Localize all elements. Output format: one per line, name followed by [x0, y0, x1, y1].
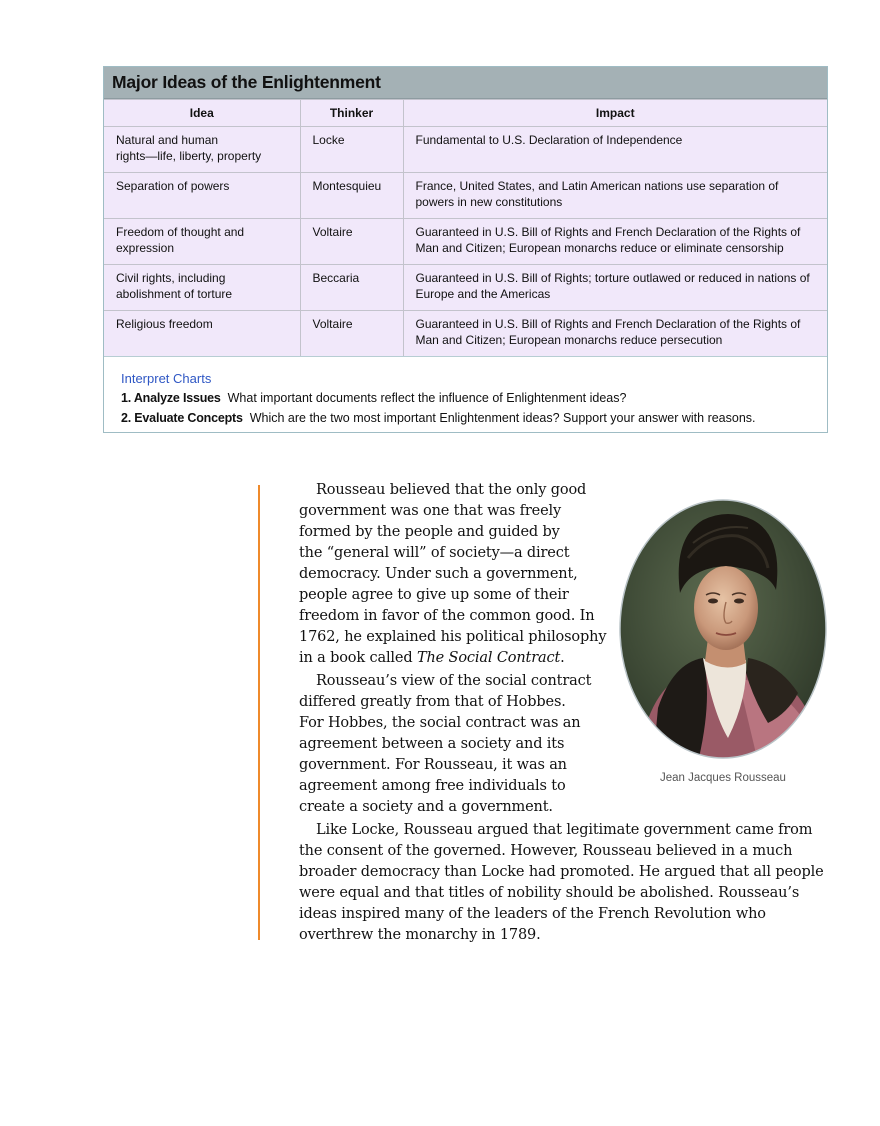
idea-cell: [104, 219, 300, 265]
impact-cell: [403, 173, 827, 219]
impact-line: France, United States, and Latin American nations use separation of: [415, 179, 779, 193]
thinker-cell: Voltaire: [300, 311, 403, 357]
idea-line: rights—life, liberty, property: [116, 149, 262, 163]
question-2-text: Which are the two most important Enlightenment ideas? Support your answer with reasons.: [249, 411, 756, 425]
idea-line: Natural and human: [116, 133, 219, 147]
text-line: were equal and that titles of nobility should be abolished. Rousseau’s: [299, 885, 800, 901]
question-1-label: 1. Analyze Issues: [121, 391, 221, 405]
thinker-cell: Montesquieu: [300, 173, 403, 219]
idea-line: Separation of powers: [116, 179, 230, 193]
portrait-caption: Jean Jacques Rousseau: [660, 772, 786, 784]
enlightenment-chart: [103, 66, 828, 433]
header-impact: Impact: [403, 100, 827, 127]
idea-line: expression: [116, 241, 175, 255]
text-line: create a society and a government.: [299, 799, 553, 815]
book-title: The Social Contract: [416, 650, 561, 666]
interpret-charts: [104, 357, 827, 428]
text-line: differed greatly from that of Hobbes.: [299, 694, 566, 710]
text-line: government. For Rousseau, it was an: [299, 757, 567, 773]
text-fragment: in a book called: [299, 650, 417, 666]
table-row: [104, 127, 827, 173]
header-thinker: Thinker: [300, 100, 403, 127]
text-line: overthrew the monarchy in 1789.: [299, 927, 541, 943]
idea-line: Civil rights, including: [116, 271, 226, 285]
chart-title: Major Ideas of the Enlightenment: [104, 67, 827, 99]
text-line: government was one that was freely: [299, 503, 562, 519]
text-line: Rousseau believed that the only good: [316, 482, 587, 498]
text-line: 1762, he explained his political philosophy: [299, 629, 607, 645]
impact-line: Guaranteed in U.S. Bill of Rights and French Declaration of the Rights of: [415, 225, 801, 239]
question-2: [121, 408, 827, 428]
idea-line: Freedom of thought and: [116, 225, 245, 239]
impact-line: Guaranteed in U.S. Bill of Rights; torture outlawed or reduced in nations of: [415, 271, 810, 285]
text-line: the “general will” of society—a direct: [299, 545, 570, 561]
text-line: the consent of the governed. However, Rousseau believed in a much: [299, 843, 793, 859]
impact-line: Man and Citizen; European monarchs reduce persecution: [415, 333, 723, 347]
impact-cell: [403, 127, 827, 173]
question-2-label: 2. Evaluate Concepts: [121, 411, 243, 425]
header-idea: Idea: [104, 100, 300, 127]
table-row: [104, 311, 827, 357]
impact-line: powers in new constitutions: [415, 195, 563, 209]
impact-line: Europe and the Americas: [415, 287, 551, 301]
table-row: [104, 219, 827, 265]
text-line: democracy. Under such a government,: [299, 566, 578, 582]
text-line: broader democracy than Locke had promoted. He argued that all people: [299, 864, 824, 880]
impact-cell: [403, 311, 827, 357]
idea-line: abolishment of torture: [116, 287, 233, 301]
text-line: Like Locke, Rousseau argued that legitimate government came from: [316, 822, 813, 838]
text-fragment: .: [560, 650, 565, 666]
table-row: [104, 173, 827, 219]
impact-cell: [403, 265, 827, 311]
idea-cell: [104, 265, 300, 311]
impact-line: Man and Citizen; European monarchs reduce or eliminate censorship: [415, 241, 784, 255]
thinker-cell: Locke: [300, 127, 403, 173]
margin-rule: [258, 485, 260, 940]
question-1: [121, 388, 827, 408]
table-header-row: [104, 100, 827, 127]
text-line: people agree to give up some of their: [299, 587, 569, 603]
text-line: agreement between a society and its: [299, 736, 565, 752]
question-1-text: What important documents reflect the influence of Enlightenment ideas?: [227, 391, 627, 405]
text-line: Rousseau’s view of the social contract: [316, 673, 592, 689]
impact-cell: [403, 219, 827, 265]
interpret-heading: Interpret Charts: [121, 371, 212, 386]
text-line: ideas inspired many of the leaders of the French Revolution who: [299, 906, 766, 922]
paragraph-3: [299, 820, 824, 946]
text-line: freedom in favor of the common good. In: [299, 608, 595, 624]
ideas-table: [104, 99, 827, 357]
idea-line: Religious freedom: [116, 317, 213, 331]
text-line: agreement among free individuals to: [299, 778, 566, 794]
idea-cell: [104, 127, 300, 173]
thinker-cell: Beccaria: [300, 265, 403, 311]
impact-line: Fundamental to U.S. Declaration of Independence: [415, 133, 683, 147]
idea-cell: [104, 173, 300, 219]
rousseau-portrait: [618, 498, 830, 762]
text-line: formed by the people and guided by: [299, 524, 560, 540]
text-line: For Hobbes, the social contract was an: [299, 715, 581, 731]
thinker-cell: Voltaire: [300, 219, 403, 265]
table-row: [104, 265, 827, 311]
impact-line: Guaranteed in U.S. Bill of Rights and French Declaration of the Rights of: [415, 317, 801, 331]
idea-cell: [104, 311, 300, 357]
